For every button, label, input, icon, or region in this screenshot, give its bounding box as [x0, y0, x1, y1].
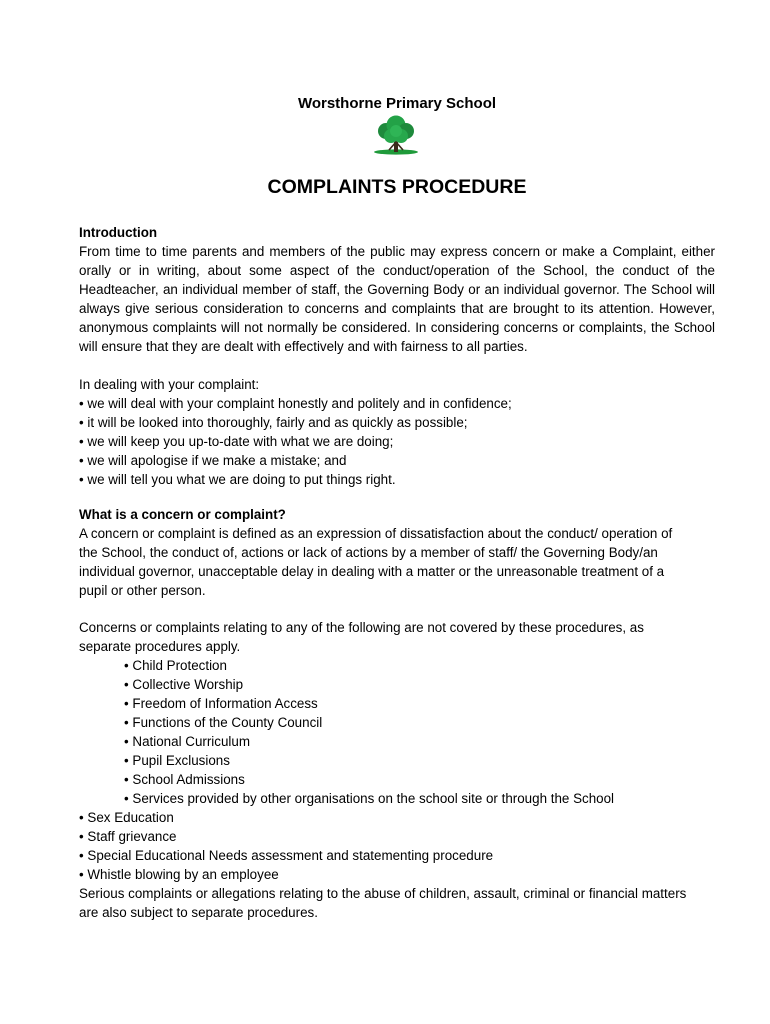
dealing-section [79, 375, 715, 489]
tree-icon [369, 114, 423, 156]
exclusions-indented-list [79, 656, 715, 808]
list-item: • Services provided by other organisations on the school site or through the School [79, 789, 715, 808]
list-item: • we will tell you what we are doing to put things right. [79, 470, 715, 489]
definition-line: pupil or other person. [79, 583, 206, 598]
list-item: • Child Protection [79, 656, 715, 675]
list-item: • National Curriculum [79, 732, 715, 751]
exclusions-section [79, 618, 715, 922]
definition-section [79, 505, 715, 600]
definition-line: A concern or complaint is defined as an expression of dissatisfaction about the conduct/ operation of [79, 526, 673, 541]
list-item: • Special Educational Needs assessment and statementing procedure [79, 846, 715, 865]
list-item: • Sex Education [79, 808, 715, 827]
list-item: • it will be looked into thoroughly, fairly and as quickly as possible; [79, 413, 715, 432]
list-item: • we will apologise if we make a mistake; and [79, 451, 715, 470]
introduction-section [79, 223, 715, 356]
exclusions-lead-line: separate procedures apply. [79, 639, 241, 654]
introduction-paragraph: From time to time parents and members of the public may express concern or make a Complaint, either orally or in writing, about some aspect of the conduct/operation of the School, the conduct of the Headteacher, an individual member of staff, the Governing Body or an individual governor. The School will always give serious consideration to concerns and complaints that are brought to its attention. However, anonymous complaints will not normally be considered. In considering concerns or complaints, the School will ensure that they are dealt with effectively and with fairness to all parties. [79, 244, 715, 354]
list-item: • Whistle blowing by an employee [79, 865, 715, 884]
definition-heading: What is a concern or complaint? [79, 507, 286, 522]
list-item: • Freedom of Information Access [79, 694, 715, 713]
exclusions-list [79, 808, 715, 884]
list-item: • Pupil Exclusions [79, 751, 715, 770]
definition-line: individual governor, unacceptable delay in dealing with a matter or the unreasonable treatment of a [79, 564, 665, 579]
list-item: • we will keep you up-to-date with what we are doing; [79, 432, 715, 451]
list-item: • School Admissions [79, 770, 715, 789]
introduction-heading: Introduction [79, 225, 158, 240]
dealing-lead: In dealing with your complaint: [79, 377, 260, 392]
exclusions-lead-line: Concerns or complaints relating to any of the following are not covered by these procedures, as [79, 620, 644, 635]
dealing-list [79, 394, 715, 489]
list-item: • Staff grievance [79, 827, 715, 846]
page-title: COMPLAINTS PROCEDURE [267, 176, 527, 198]
exclusions-closing-line: are also subject to separate procedures. [79, 905, 318, 920]
exclusions-closing-line: Serious complaints or allegations relating to the abuse of children, assault, criminal or financial matters [79, 886, 687, 901]
list-item: • Functions of the County Council [79, 713, 715, 732]
list-item: • we will deal with your complaint honestly and politely and in confidence; [79, 394, 715, 413]
list-item: • Collective Worship [79, 675, 715, 694]
definition-line: the School, the conduct of, actions or lack of actions by a member of staff/ the Governing Body/an [79, 545, 658, 560]
school-name: Worsthorne Primary School [297, 95, 497, 112]
